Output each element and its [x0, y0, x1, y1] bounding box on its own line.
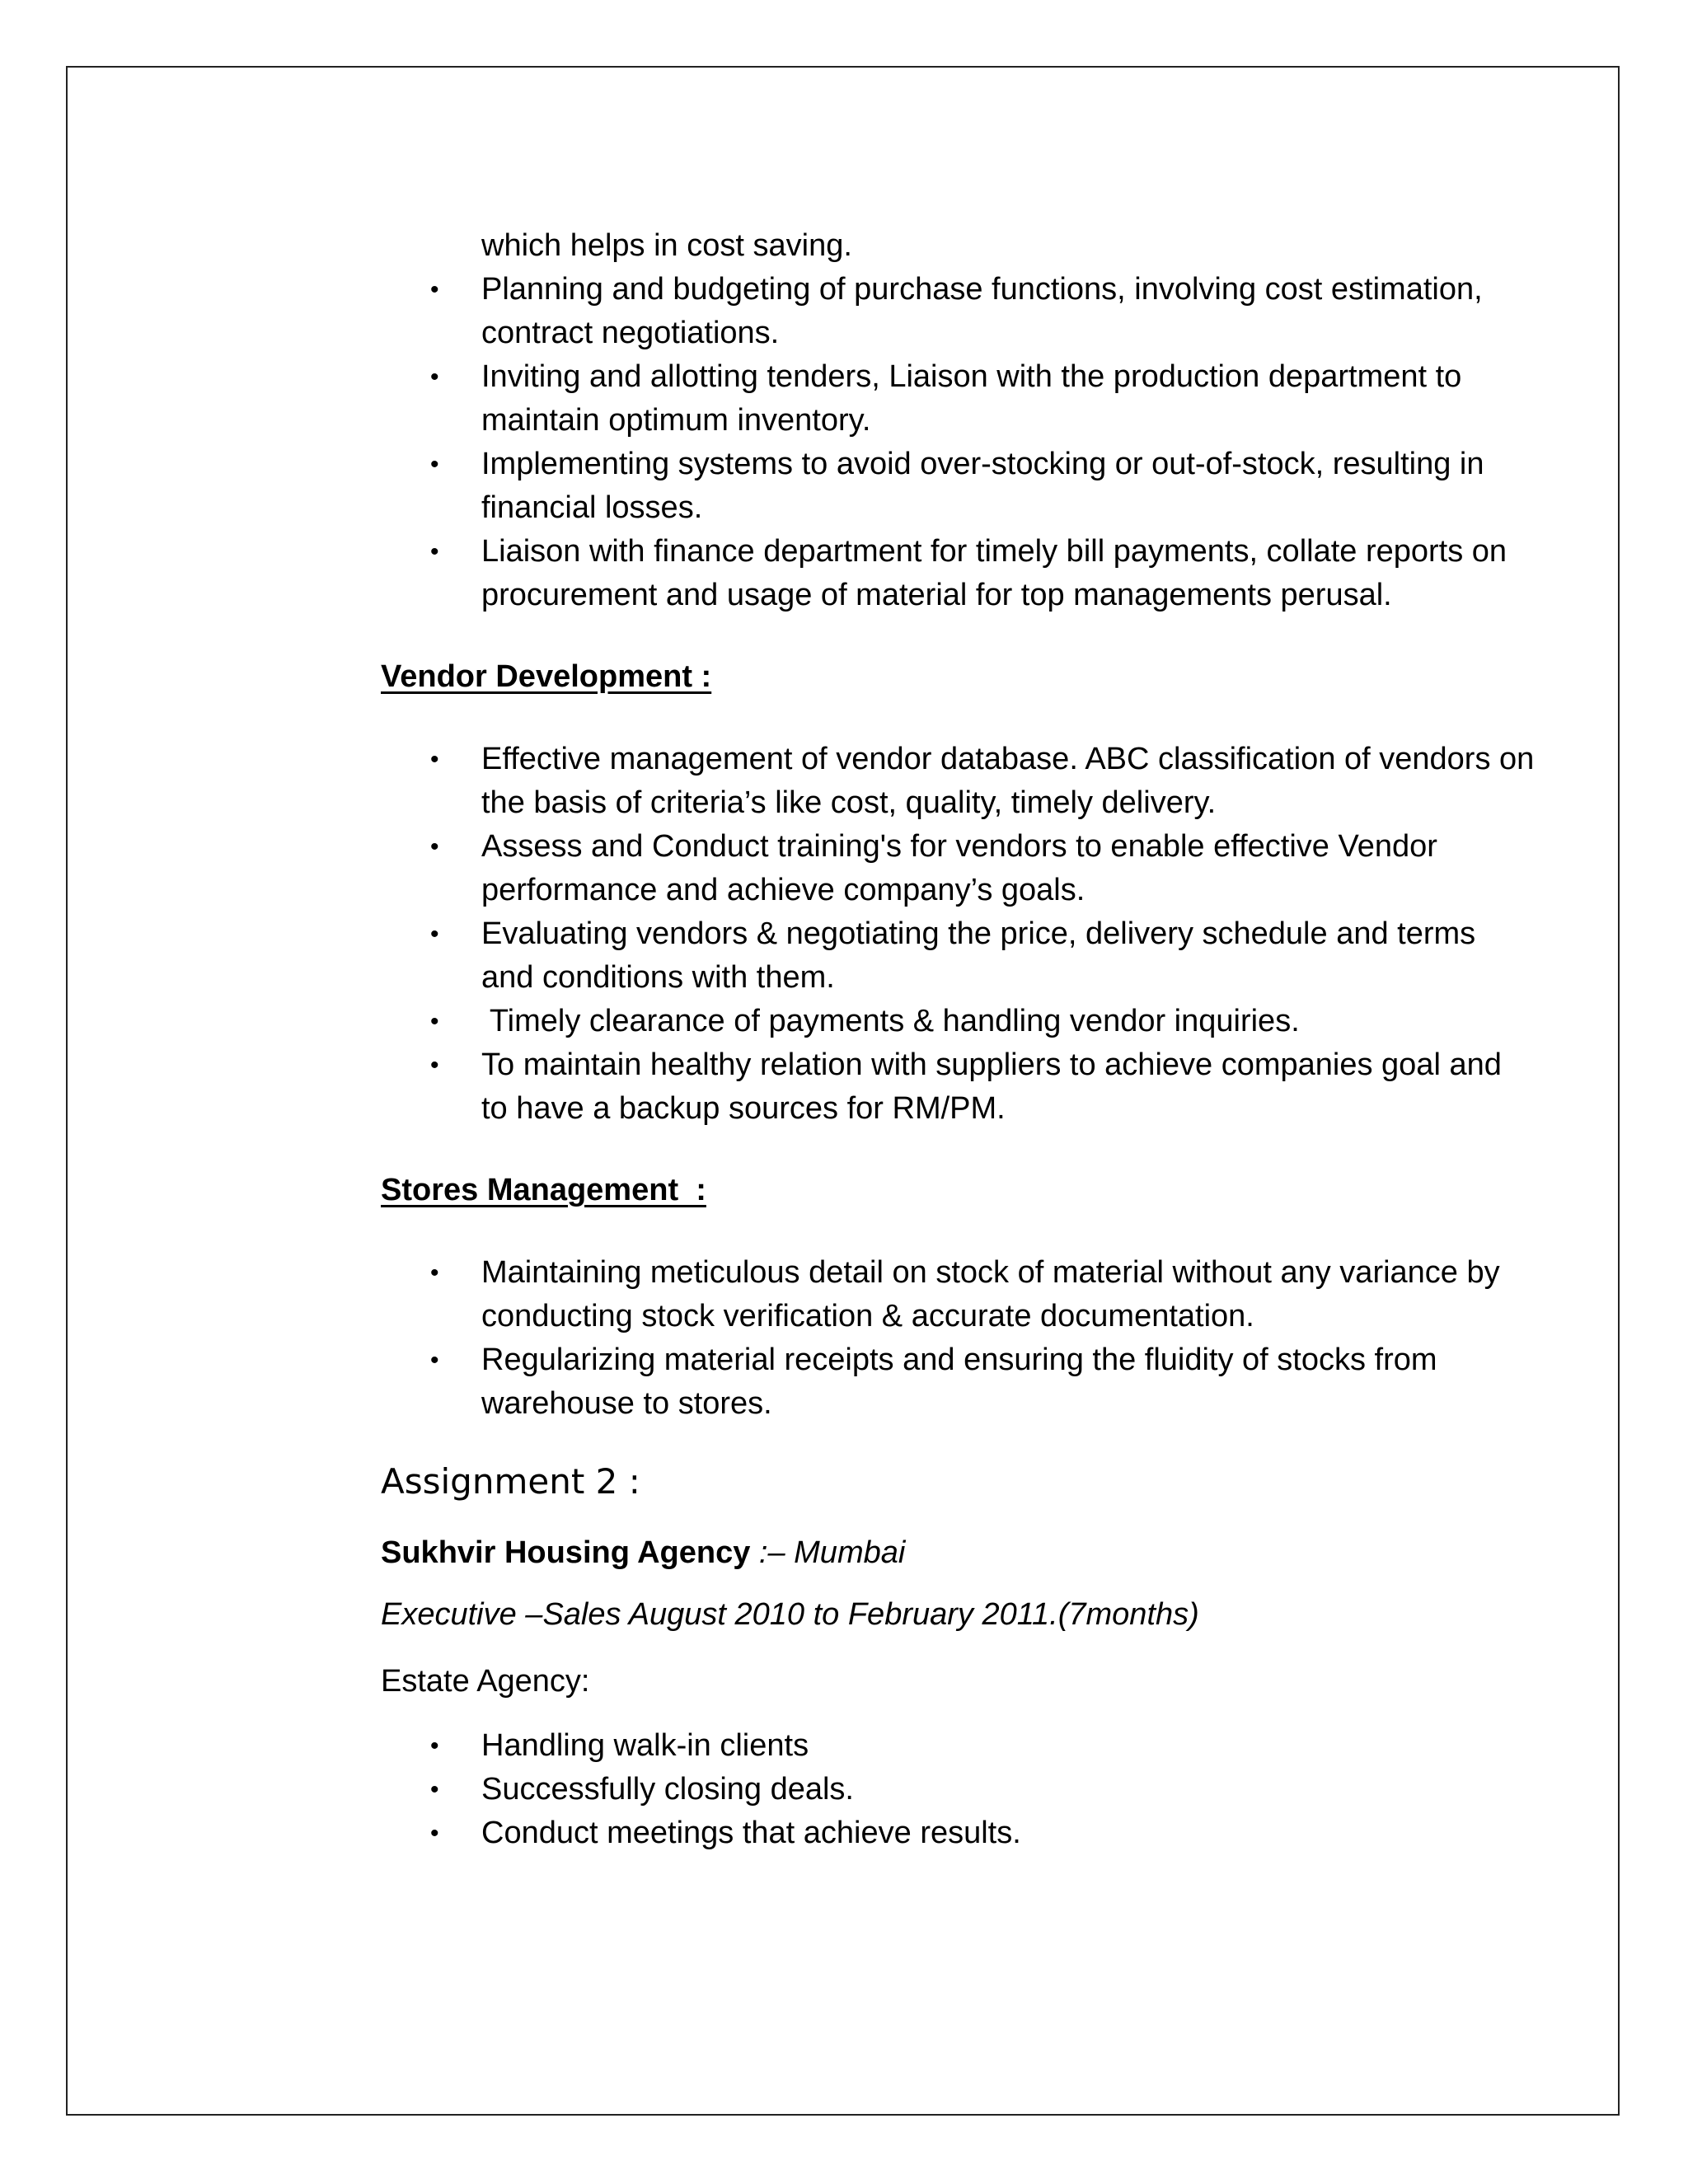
assignment-bullet-list — [381, 1724, 1535, 1855]
list-item — [381, 530, 1535, 617]
list-item — [381, 738, 1535, 825]
list-item-text: Inviting and allotting tenders, Liaison with the production department to maintain optimum inventory. — [481, 359, 1462, 438]
list-item — [381, 1043, 1535, 1131]
bullet-icon: • — [430, 1008, 439, 1035]
list-item — [381, 1724, 1535, 1768]
list-item-text: Planning and budgeting of purchase functions, involving cost estimation, contract negotiations. — [481, 272, 1483, 350]
list-item-text: Liaison with finance department for timely bill payments, collate reports on procurement and usage of material for top managements perusal. — [481, 534, 1507, 612]
vendor-development-heading: Vendor Development : — [381, 659, 712, 694]
bullet-icon: • — [430, 1732, 439, 1760]
list-item-text: Implementing systems to avoid over-stocking or out-of-stock, resulting in financial losses. — [481, 447, 1484, 525]
list-item — [381, 1811, 1535, 1855]
list-item-text: Successfully closing deals. — [481, 1772, 854, 1807]
list-item — [381, 443, 1535, 530]
list-item — [381, 825, 1535, 912]
list-item — [381, 1338, 1535, 1426]
list-item — [381, 268, 1535, 355]
list-item-text: Effective management of vendor database. ABC classification of vendors on the basis of criteria’s like cost, quality, timely delivery. — [481, 742, 1535, 820]
list-item-text: Maintaining meticulous detail on stock of material without any variance by conducting stock verification & accurate documentation. — [481, 1255, 1500, 1333]
company-line — [381, 1531, 1535, 1575]
list-item-text: Regularizing material receipts and ensuring the fluidity of stocks from warehouse to stores. — [481, 1343, 1437, 1421]
bullet-icon: • — [430, 1052, 439, 1079]
vendor-bullet-list — [381, 738, 1535, 1131]
list-item-text: Assess and Conduct training's for vendors to enable effective Vendor performance and achieve company’s goals. — [481, 829, 1437, 907]
bullet-icon: • — [430, 921, 439, 948]
stores-bullet-list — [381, 1251, 1535, 1426]
list-item — [381, 912, 1535, 1000]
stores-management-heading: Stores Management : — [381, 1173, 706, 1207]
bullet-icon: • — [430, 538, 439, 565]
list-item-text: Conduct meetings that achieve results. — [481, 1816, 1021, 1850]
list-item — [381, 355, 1535, 443]
bullet-icon: • — [430, 1347, 439, 1374]
list-item-text: Timely clearance of payments & handling vendor inquiries. — [481, 1004, 1300, 1038]
company-name: Sukhvir Housing Agency — [381, 1535, 751, 1570]
list-item — [381, 1768, 1535, 1811]
company-location: :– Mumbai — [750, 1535, 906, 1570]
bullet-icon: • — [430, 451, 439, 478]
bullet-icon: • — [430, 833, 439, 860]
list-item — [381, 1251, 1535, 1338]
role-and-dates: Executive –Sales August 2010 to February 2011.(7months) — [381, 1597, 1199, 1632]
document-content — [381, 224, 1535, 1855]
continuation-text: which helps in cost saving. — [481, 228, 852, 263]
list-item-text: Evaluating vendors & negotiating the price, delivery schedule and terms and conditions with them. — [481, 916, 1476, 995]
estate-agency-subheading: Estate Agency: — [381, 1664, 590, 1699]
bullet-icon: • — [430, 363, 439, 391]
bullet-icon: • — [430, 1776, 439, 1803]
bullet-icon: • — [430, 1820, 439, 1847]
assignment-title: Assignment 2 : — [381, 1461, 640, 1502]
list-item-text: Handling walk-in clients — [481, 1728, 809, 1763]
bullet-icon: • — [430, 746, 439, 773]
list-item — [381, 1000, 1535, 1043]
purchase-bullet-list — [381, 268, 1535, 617]
list-item-text: To maintain healthy relation with suppliers to achieve companies goal and to have a backup sources for RM/PM. — [481, 1047, 1502, 1126]
bullet-icon: • — [430, 276, 439, 303]
bullet-icon: • — [430, 1259, 439, 1286]
